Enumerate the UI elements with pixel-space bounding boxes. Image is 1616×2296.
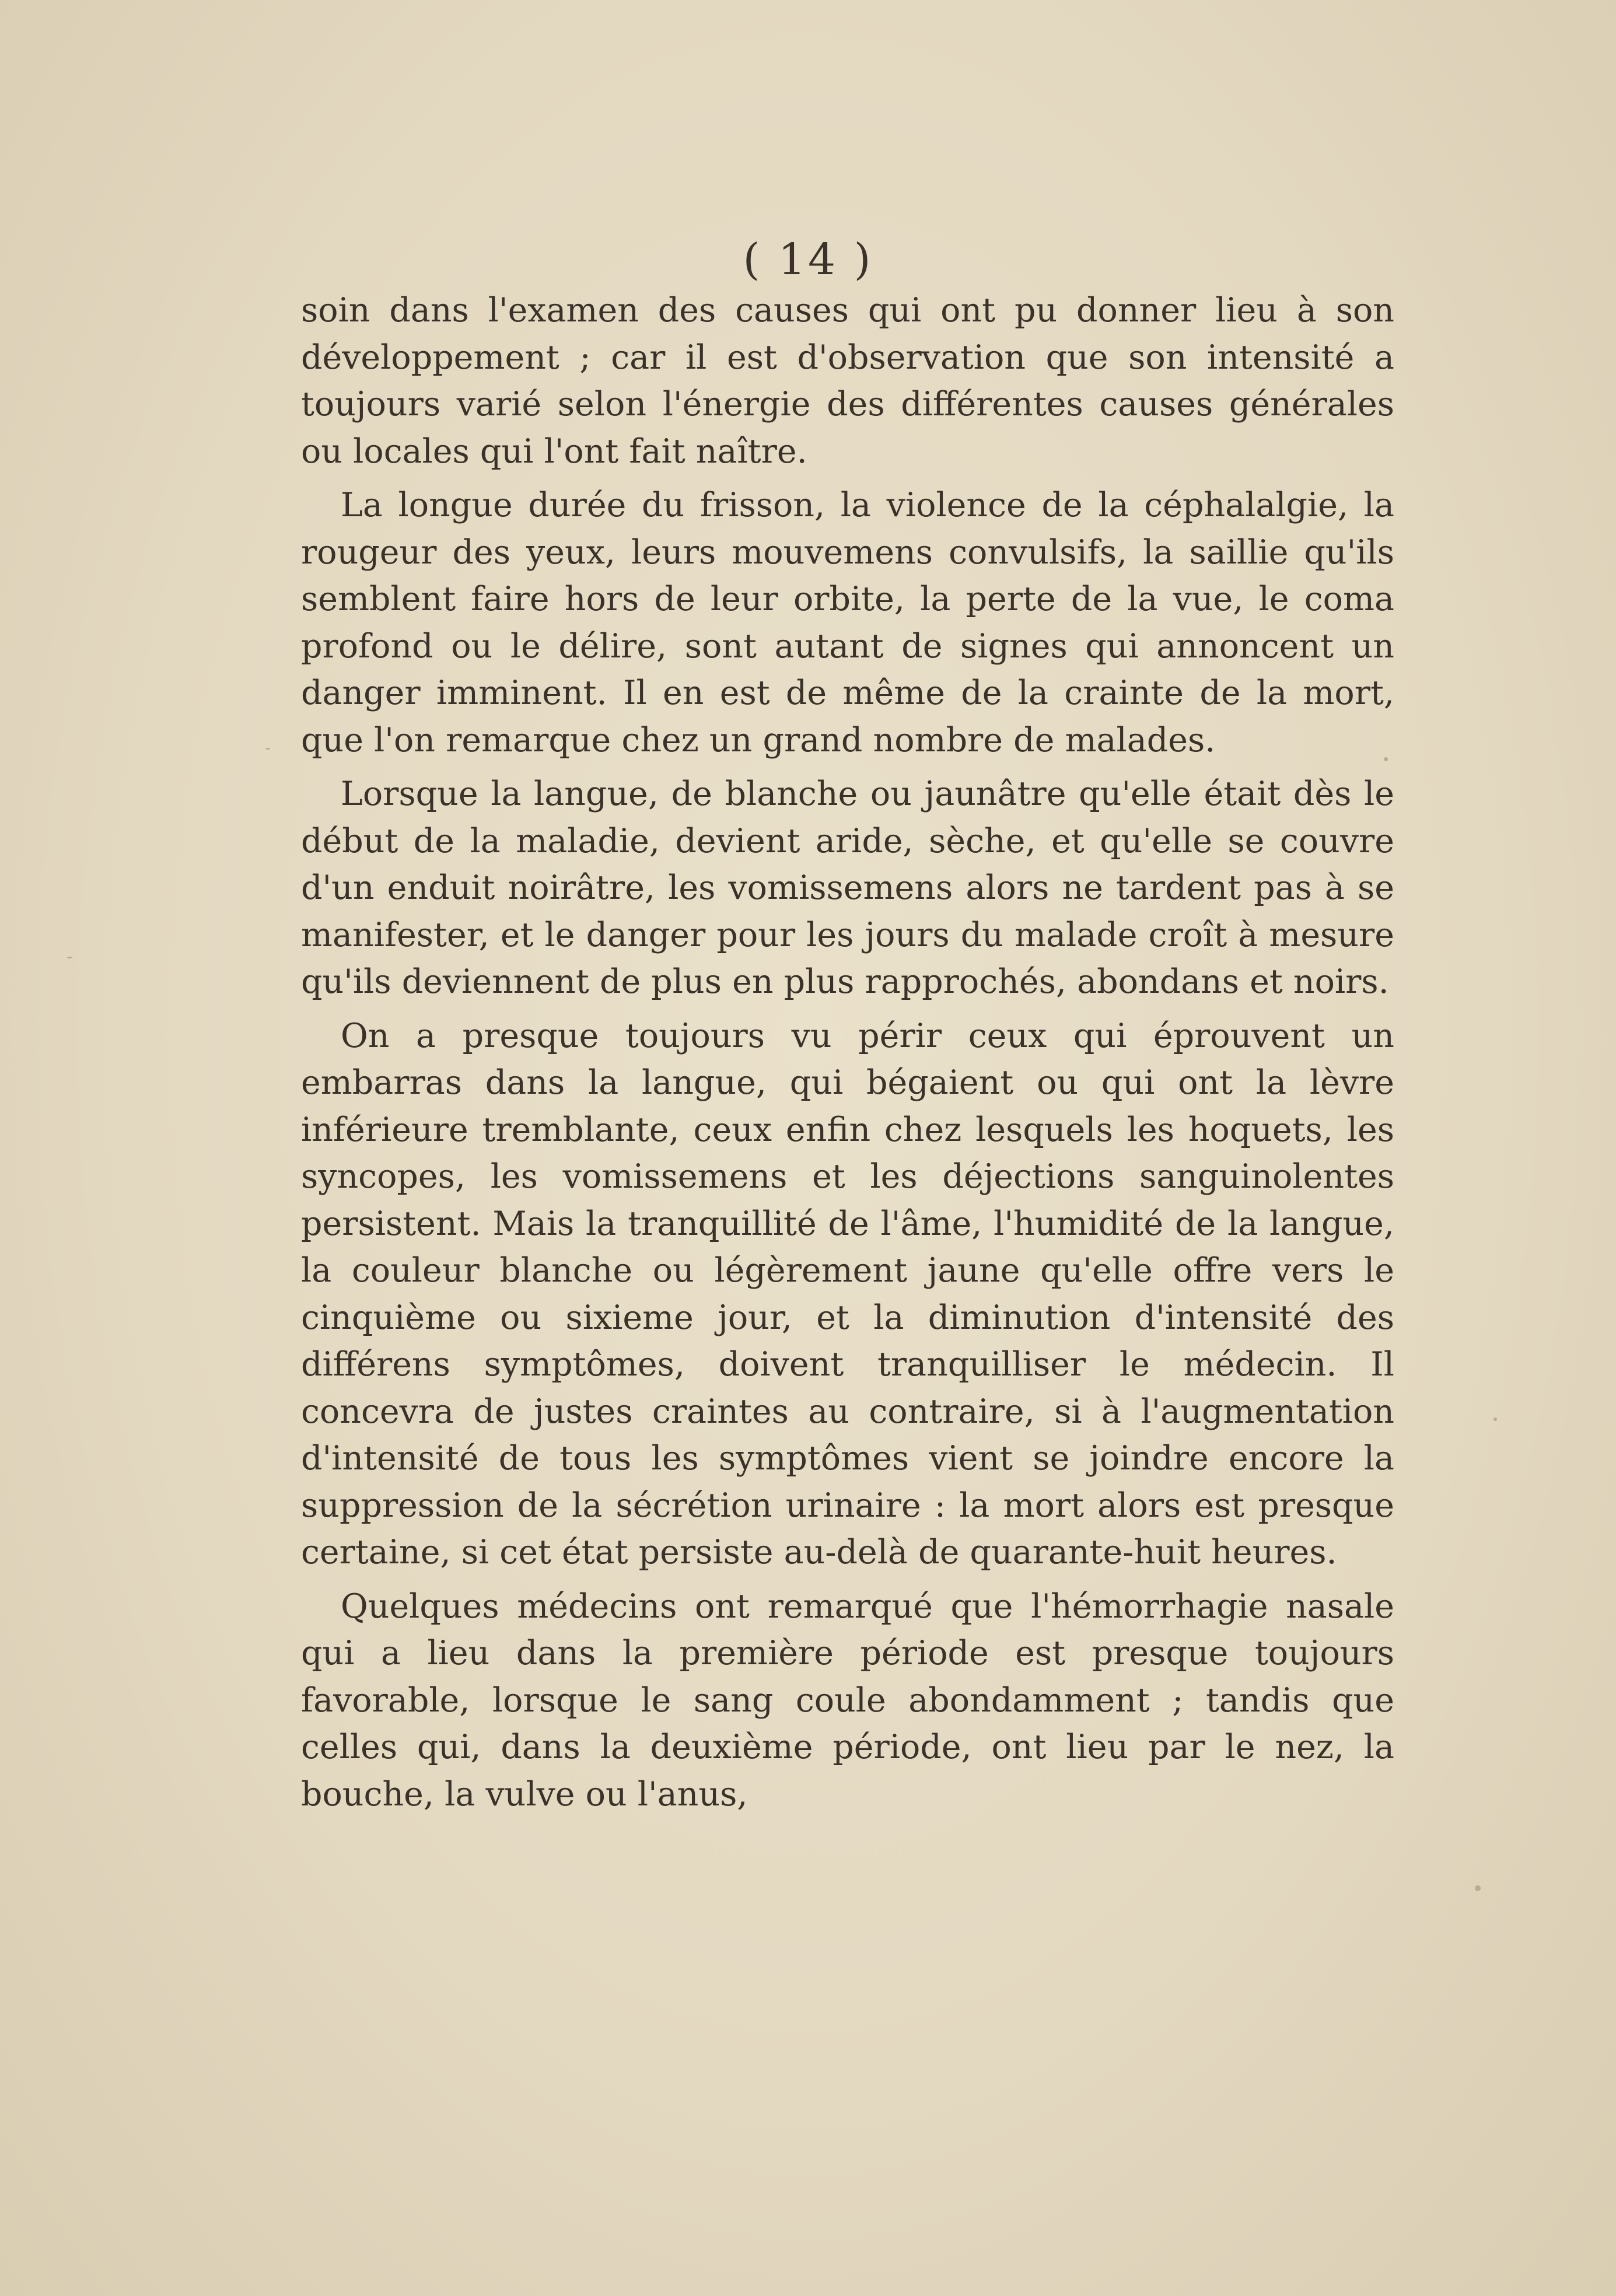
paragraph-prognosis: On a presque toujours vu périr ceux qui éprouvent un embarras dans la langue, qui bégaient ou qui ont la lèvre inférieure tremblante, ceux enfin chez lesquels les hoquets, les syncopes, les vomissemens et les déjections sanguinolentes persistent. Mais la tranquillité de l'âme, l'humidité de la langue, la couleur blanche ou légèrement jaune qu'elle offre vers le cinquième ou sixieme jour, et la diminution d'intensité des différens symptômes, doivent tranquilliser le médecin. Il concevra de justes craintes au contraire, si à l'augmentation d'intensité de tous les symptômes vient se joindre encore la suppression de la sécrétion urinaire : la mort alors est presque certaine, si cet état persiste au-delà de quarante-huit heures. — [301, 1016, 1394, 1572]
paragraph-tongue: Lorsque la langue, de blanche ou jaunâtre qu'elle était dès le début de la maladie, devient aride, sèche, et qu'elle se couvre d'un enduit noirâtre, les vomissemens alors ne tardent pas à se manifester, et le danger pour les jours du malade croît à mesure qu'ils deviennent de plus en plus rapprochés, abondans et noirs. — [301, 775, 1394, 1001]
paper-speck — [67, 957, 72, 958]
paragraph-hemorrhage: Quelques médecins ont remarqué que l'hémorrhagie nasale qui a lieu dans la première période est presque toujours favorable, lorsque le sang coule abondamment ; tandis que celles qui, dans la deuxième période, ont lieu par le nez, la bouche, la vulve ou l'anus, — [301, 1587, 1394, 1814]
page-number: ( 14 ) — [743, 235, 873, 285]
paragraph-signs-of-danger: La longue durée du frisson, la violence de la céphalalgie, la rougeur des yeux, leurs mouvemens convulsifs, la saillie qu'ils semblent faire hors de leur orbite, la perte de la vue, le coma profond ou le délire, sont autant de signes qui annoncent un danger imminent. Il en est de même de la crainte de la mort, que l'on remarque chez un grand nombre de malades. — [301, 486, 1394, 760]
paper-speck — [265, 748, 270, 750]
paragraph-continuation: soin dans l'examen des causes qui ont pu donner lieu à son développement ; car il est d'observation que son intensité a toujours varié selon l'énergie des différentes causes générales ou locales qui l'ont fait naître. — [301, 291, 1394, 471]
paper-speck — [1384, 757, 1388, 761]
paper-speck — [1475, 1885, 1481, 1891]
paper-speck — [1493, 1418, 1497, 1421]
body-text — [301, 287, 1394, 1818]
